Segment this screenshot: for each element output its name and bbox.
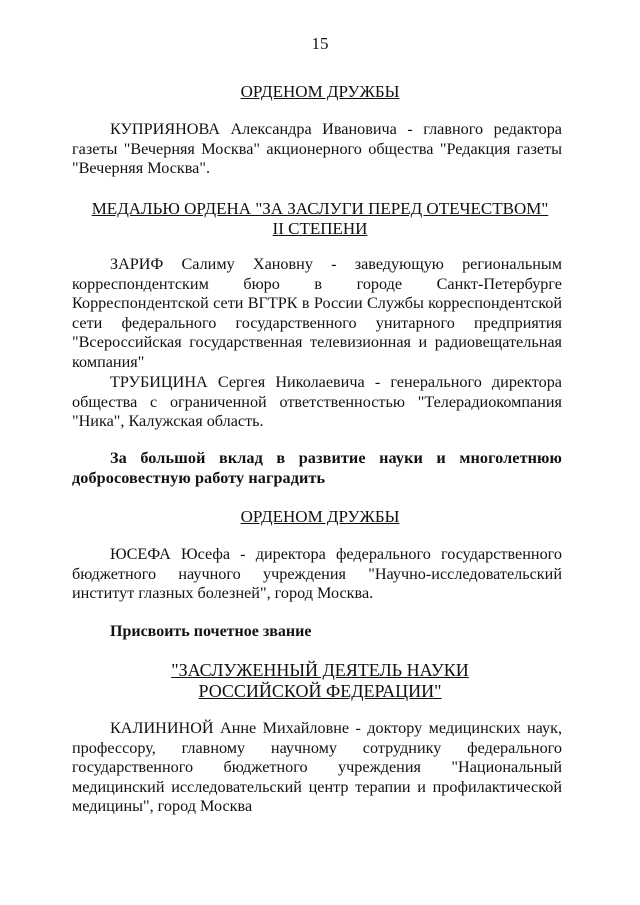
page-number: 15 — [311, 34, 329, 53]
award-heading-medal-line2: II СТЕПЕНИ — [272, 219, 368, 238]
awardee-paragraph-yusef: ЮСЕФА Юсефа - директора федерального государственного бюджетного научного учреждения "Научно-исследовательский институт глазных болезней", город Москва. — [72, 545, 562, 602]
awardee-paragraph-zarif: ЗАРИФ Салиму Хановну - заведующую региональным корреспондентским бюро в городе Санкт-Петербурге Корреспондентской сети ВГТРК в России Службы корреспондентской сети федерального государственного унитарного предприятия "Всероссийская государственная телевизионная и радиовещательная компания" — [72, 255, 562, 371]
award-heading-order-of-friendship: ОРДЕНОМ ДРУЖБЫ — [240, 82, 400, 101]
honorary-title-heading-line1: "ЗАСЛУЖЕННЫЙ ДЕЯТЕЛЬ НАУКИ — [171, 660, 469, 680]
awardee-paragraph-kalinina: КАЛИНИНОЙ Анне Михайловне - доктору медицинских наук, профессору, главному научному сотруднику федерального государственного бюджетного учреждения "Национальный медицинский исследовательский центр терапии и профилактической медицины", город Москва — [72, 719, 562, 815]
award-heading-medal-line1: МЕДАЛЬЮ ОРДЕНА "ЗА ЗАСЛУГИ ПЕРЕД ОТЕЧЕСТВОМ" — [91, 199, 549, 218]
awardee-paragraph-kupriyanov: КУПРИЯНОВА Александра Ивановича - главного редактора газеты "Вечерняя Москва" акционерного общества "Редакция газеты "Вечерняя Москва". — [72, 120, 562, 177]
awardee-paragraph-trubitsin: ТРУБИЦИНА Сергея Николаевича - генерального директора общества с ограниченной ответственностью "Телерадиокомпания "Ника", Калужская область. — [72, 373, 562, 430]
award-heading-order-of-friendship-2: ОРДЕНОМ ДРУЖБЫ — [240, 507, 400, 526]
award-reason-paragraph: За большой вклад в развитие науки и многолетнюю добросовестную работу наградить — [72, 449, 562, 487]
honorary-title-heading-line2: РОССИЙСКОЙ ФЕДЕРАЦИИ" — [198, 681, 442, 701]
assign-title-text: Присвоить почетное звание — [110, 623, 312, 640]
